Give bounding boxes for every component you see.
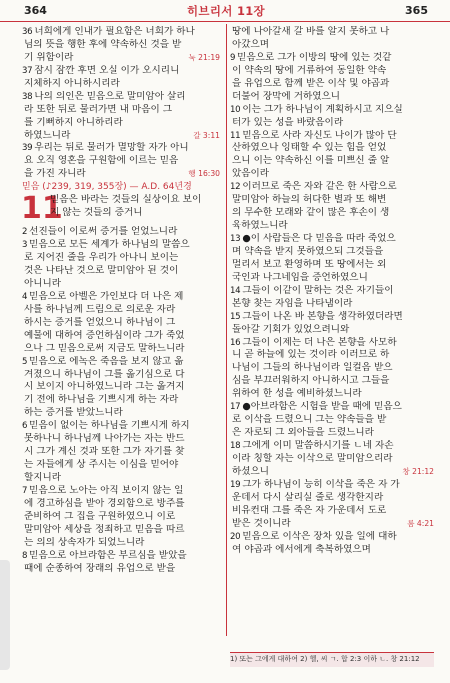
verse-line <box>230 207 434 220</box>
verse-line <box>230 544 434 557</box>
verse-line <box>22 446 220 459</box>
verse-line <box>230 117 434 130</box>
verse-text: 본향 찾는 자임을 나타냄이라 <box>232 297 353 309</box>
verse-text: 았음이라 <box>232 168 270 180</box>
verse-line <box>230 375 434 388</box>
verse-line <box>22 343 220 356</box>
verse-line <box>22 239 220 252</box>
right-verses <box>230 26 434 556</box>
verse-line <box>230 272 434 285</box>
cross-reference: 롬 4:21 <box>407 518 434 528</box>
verse-line <box>230 401 434 414</box>
verse-line <box>230 324 434 337</box>
verse-line <box>22 459 220 472</box>
verse-number: 9 <box>230 52 236 63</box>
verse-line <box>22 304 220 317</box>
verse-number: 11 <box>230 130 241 141</box>
verse-line <box>230 91 434 104</box>
verse-number: 17 <box>230 402 241 413</box>
verse-line <box>22 356 220 369</box>
verse-line <box>230 52 434 65</box>
verse-text: 운데서 다시 살리실 줄로 생각한지라 <box>232 491 384 503</box>
verse-text: 믿음으로 사라 자신도 나이가 많아 단 <box>242 129 397 141</box>
chapter-start <box>21 191 220 227</box>
verse-number: 14 <box>230 285 241 296</box>
right-column <box>230 26 434 556</box>
verse-line <box>22 104 220 117</box>
verse-text: 것은 나타난 것으로 말미암아 된 것이 <box>24 265 179 276</box>
verse-text: 을 가진 자니라 <box>24 168 86 180</box>
verse-number: 15 <box>230 311 241 322</box>
verse-text: 그에게 이미 말씀하시기를 ㄴ네 자손 <box>242 440 394 451</box>
verse-text: 아니니라 <box>24 277 62 289</box>
page-edge-shadow <box>0 560 10 670</box>
verse-text: 그가 하나님이 능히 이삭을 죽은 자 가 <box>242 478 400 490</box>
verse-text: ●이 사람들은 다 믿음을 따라 죽었으 <box>242 233 396 244</box>
verse-number: 6 <box>22 421 28 432</box>
verse-text: 심을 부끄러워하지 아니하시고 그들을 <box>232 375 390 387</box>
verse-text: 국인과 나그네임을 증언하였으니 <box>232 271 368 283</box>
verse-number: 7 <box>22 485 28 496</box>
verse-text: 그들이 이같이 말하는 것은 자기들이 <box>242 284 394 296</box>
verse-number: 16 <box>230 337 241 348</box>
verse-text: 믿음으로 그가 이방의 땅에 있는 것같 <box>237 51 392 63</box>
verse-line <box>230 155 434 168</box>
verse-line <box>230 298 434 311</box>
verse-line <box>230 337 434 350</box>
verse-line <box>22 252 220 265</box>
verse-text: 로 지어진 줄을 우리가 아나니 보이는 <box>24 252 179 264</box>
verse-line <box>22 420 220 433</box>
verse-number: 8 <box>22 550 28 561</box>
verse-text: 나의 의인은 믿음으로 말미암아 살리 <box>34 90 186 102</box>
verse-line <box>230 39 434 52</box>
verse-line <box>22 155 220 168</box>
verse-text: 는 자들에게 상 주시는 이심을 믿어야 <box>24 459 179 471</box>
verse-text: 하였느니라 <box>24 129 71 141</box>
verse-line <box>230 518 434 531</box>
verse-text: 은 자로되 그 외아들을 드렸느니라 <box>232 427 374 439</box>
verse-text: 믿음으로 에녹은 죽음을 보지 않고 옮 <box>29 355 184 367</box>
verse-number: 13 <box>230 234 241 244</box>
verse-line <box>230 453 434 466</box>
verse-line <box>22 39 220 52</box>
verse-text: 이러므로 죽은 자와 같은 한 사람으로 <box>242 181 397 193</box>
verse-text: 하셨으니 <box>232 465 270 477</box>
verse-text: 산하였으나 잉태할 수 있는 힘을 얻었 <box>232 142 387 154</box>
verse-line <box>22 278 220 291</box>
verse-text: 위하여 한 성을 예비하셨느니라 <box>232 388 362 400</box>
verse-text: 님의 뜻을 행한 후에 약속하신 것을 받 <box>24 38 182 50</box>
verse-text: 그들이 나온 바 본향을 생각하였더라면 <box>242 310 403 322</box>
verse-line: 믿음은 바라는 것들의 실상이요 보이 <box>50 194 202 206</box>
verse-number: 39 <box>22 143 33 154</box>
verse-line <box>22 168 220 181</box>
verse-text: 의 무수한 모래와 같이 많은 후손이 생 <box>232 207 390 219</box>
verse-text: 터가 있는 성을 바랐음이라 <box>232 116 344 128</box>
verse-line <box>230 142 434 155</box>
verse-number: 36 <box>22 27 33 37</box>
chapter-number: 11 <box>21 191 63 227</box>
verse-text: 예물에 대하여 증언하심이라 그가 죽었 <box>24 329 185 341</box>
verse-text: 믿음으로 노아는 아직 보이지 않는 일 <box>29 484 184 496</box>
verse-line <box>230 505 434 518</box>
verse-text: 나님이 그들의 하나님이라 일컬음 받으 <box>232 362 393 374</box>
column-divider <box>226 24 227 636</box>
verse-line <box>230 311 434 324</box>
verse-text: 는 의의 상속자가 되었느니라 <box>24 536 145 548</box>
verse-line <box>230 259 434 272</box>
verse-line <box>230 220 434 233</box>
verse-line <box>230 26 434 39</box>
verse-text: 겨졌으니 하나님이 그를 옮기심으로 다 <box>24 368 185 380</box>
verse-text: 믿음으로 이삭은 장차 있을 일에 대하 <box>242 530 397 542</box>
verse-line <box>230 130 434 143</box>
verse-text: 으나 그 믿음으로써 지금도 말하느니라 <box>24 342 185 354</box>
verse-line <box>230 479 434 492</box>
verse-number: 12 <box>230 182 241 193</box>
verse-text: 라 또한 뒤로 물러가면 내 마음이 그 <box>24 103 173 115</box>
verse-text: 믿음으로 모든 세계가 하나님의 말씀으 <box>29 239 190 251</box>
page-header <box>0 0 450 22</box>
verse-text: 이는 그가 하나님이 계획하시고 지으실 <box>242 103 403 115</box>
verse-line <box>230 492 434 505</box>
verse-line <box>230 440 434 453</box>
verse-line <box>22 291 220 304</box>
verse-line <box>230 466 434 479</box>
verse-text: 멀리서 보고 환영하며 또 땅에서는 외 <box>232 258 387 270</box>
verse-line <box>22 142 220 155</box>
left-verses-after-chapter <box>22 226 220 575</box>
verse-number: 20 <box>230 531 241 542</box>
verse-text: 우리는 뒤로 물러가 멸망할 자가 아니 <box>34 142 189 154</box>
verse-text: 기 위함이라 <box>24 51 74 63</box>
cross-reference: 창 21:12 <box>402 466 434 476</box>
verse-text: 시 그가 계신 것과 또한 그가 자기를 찾 <box>24 446 185 458</box>
verse-line <box>230 388 434 401</box>
verse-text: 때에 순종하여 장래의 유업으로 받을 <box>24 562 176 574</box>
verse-line <box>230 181 434 194</box>
verse-text: 더불어 장막에 거하였으니 <box>232 90 341 102</box>
verse-text: 에 경고하심을 받아 경외함으로 방주를 <box>24 497 185 509</box>
verse-line <box>230 104 434 117</box>
verse-text: 로 이삭을 드렸으니 그는 약속들을 받 <box>232 414 387 426</box>
verse-line: 지 않는 것들의 증거니 <box>50 207 143 219</box>
verse-line <box>22 265 220 278</box>
chapter-first-verse <box>50 194 220 220</box>
cross-reference: 갈 3:11 <box>193 130 220 140</box>
verse-text: 지체하지 아니하시리라 <box>24 77 120 89</box>
verse-text: 믿음이 없이는 하나님을 기쁘시게 하지 <box>29 420 190 432</box>
verse-line <box>22 78 220 91</box>
verse-number: 5 <box>22 356 28 367</box>
verse-line <box>22 26 220 39</box>
verse-text: 말미암아 세상을 정죄하고 믿음을 따르 <box>24 523 185 535</box>
verse-line <box>22 563 220 576</box>
verse-number: 3 <box>22 240 28 251</box>
verse-number: 2 <box>22 227 28 238</box>
verse-text: 못하나니 하나님께 나아가는 자는 반드 <box>24 433 185 445</box>
book-chapter-title: 히브리서 11장 <box>187 3 265 18</box>
verse-text: 여 야곱과 에서에게 축복하였으며 <box>232 543 371 555</box>
verse-line <box>22 52 220 65</box>
verse-line <box>22 117 220 130</box>
verse-text: 말미암아 하늘의 허다한 별과 또 해변 <box>232 194 387 206</box>
verse-line <box>230 349 434 362</box>
verse-line <box>22 226 220 239</box>
verse-line <box>230 414 434 427</box>
verse-text: 니 곧 하늘에 있는 것이라 이러므로 하 <box>232 349 390 361</box>
verse-text: 사를 하나님께 드림으로 의로운 자라 <box>24 303 176 315</box>
verse-line <box>22 485 220 498</box>
verse-number: 19 <box>230 479 241 490</box>
verse-line <box>22 433 220 446</box>
verse-text: 잠시 잠깐 후면 오실 이가 오시리니 <box>34 64 180 76</box>
verse-line <box>230 531 434 544</box>
verse-text: ●아브라함은 시험을 받을 때에 믿음으 <box>242 401 402 413</box>
verse-text: 믿음으로 아벨은 가인보다 더 나은 제 <box>29 290 184 302</box>
verse-line <box>22 472 220 485</box>
verse-line <box>22 330 220 343</box>
verse-text: 받은 것이니라 <box>232 517 291 529</box>
verse-text: 하는 증거를 받았느니라 <box>24 407 123 419</box>
verse-line <box>230 427 434 440</box>
section-heading: 믿음 (♪239, 319, 355장) — A.D. 64년경 <box>22 182 192 193</box>
verse-line <box>230 194 434 207</box>
verse-line <box>230 78 434 91</box>
verse-line <box>22 498 220 511</box>
verse-number: 4 <box>22 291 28 302</box>
verse-line <box>22 394 220 407</box>
verse-line <box>22 369 220 382</box>
left-verses-before-chapter <box>22 26 220 181</box>
verse-line <box>230 233 434 246</box>
verse-text: 땅에 나아갈새 갈 바를 알지 못하고 나 <box>232 26 390 37</box>
verse-line <box>22 550 220 563</box>
verse-text: 너희에게 인내가 필요함은 너희가 하나 <box>34 26 195 37</box>
verse-text: 으니 이는 약속하신 이를 미쁘신 줄 알 <box>232 155 390 167</box>
verse-text: 시 보이지 아니하였느니라 그는 옮겨지 <box>24 381 185 393</box>
verse-line <box>230 362 434 375</box>
cross-reference: 눅 21:19 <box>188 52 220 62</box>
verse-text: 육하였느니라 <box>232 220 288 232</box>
page-number-left: 364 <box>24 4 47 17</box>
verse-line <box>22 65 220 78</box>
verse-line <box>230 168 434 181</box>
verse-number: 38 <box>22 91 33 102</box>
verse-text: 을 유업으로 함께 받은 이삭 및 야곱과 <box>232 77 390 89</box>
verse-line <box>230 285 434 298</box>
verse-number: 37 <box>22 65 33 76</box>
verse-number: 10 <box>230 104 241 115</box>
verse-text: 요 오직 영혼을 구원함에 이르는 믿음 <box>24 155 179 167</box>
verse-line <box>230 246 434 259</box>
verse-text: 믿음으로 아브라함은 부르심을 받았을 <box>29 549 187 561</box>
verse-text: 아갔으며 <box>232 38 270 50</box>
verse-line <box>22 407 220 420</box>
verse-text: 선진들이 이로써 증거를 얻었느니라 <box>29 226 178 238</box>
verse-line <box>22 511 220 524</box>
verse-line <box>230 65 434 78</box>
verse-text: 그들이 이제는 더 나은 본향을 사모하 <box>242 336 397 348</box>
verse-text: 돌아갈 기회가 있었으려니와 <box>232 323 350 335</box>
verse-line <box>22 130 220 143</box>
verse-line <box>22 537 220 550</box>
verse-text: 할지니라 <box>24 472 62 483</box>
verse-text: 기 전에 하나님을 기쁘시게 하는 자라 <box>24 394 179 406</box>
verse-text: 비유컨대 그를 죽은 자 가운데서 도로 <box>232 504 387 516</box>
verse-text: 하시는 증거를 얻었으니 하나님이 그 <box>24 316 176 328</box>
verse-line <box>22 524 220 537</box>
footnote: 1) 또는 그에게 대하여 2) 헬, 씨 ㄱ. 합 2:3 이하 ㄴ. 창 21:12 <box>230 652 434 667</box>
verse-text: 이 약속의 땅에 거류하여 동일한 약속 <box>232 64 387 76</box>
verse-text: 며 약속을 받지 못하였으되 그것들을 <box>232 245 384 257</box>
verse-line <box>22 91 220 104</box>
left-column <box>22 26 220 576</box>
verse-line <box>22 381 220 394</box>
verse-text: 준비하여 그 집을 구원하였으니 이로 <box>24 510 176 522</box>
verse-text: 를 기뻐하지 아니하리라 <box>24 116 123 128</box>
page-number-right: 365 <box>405 4 428 17</box>
verse-line <box>22 317 220 330</box>
verse-number: 18 <box>230 441 241 451</box>
verse-text: 이라 칭할 자는 이삭으로 말미암으리라 <box>232 452 393 464</box>
cross-reference: 행 16:30 <box>188 169 220 179</box>
